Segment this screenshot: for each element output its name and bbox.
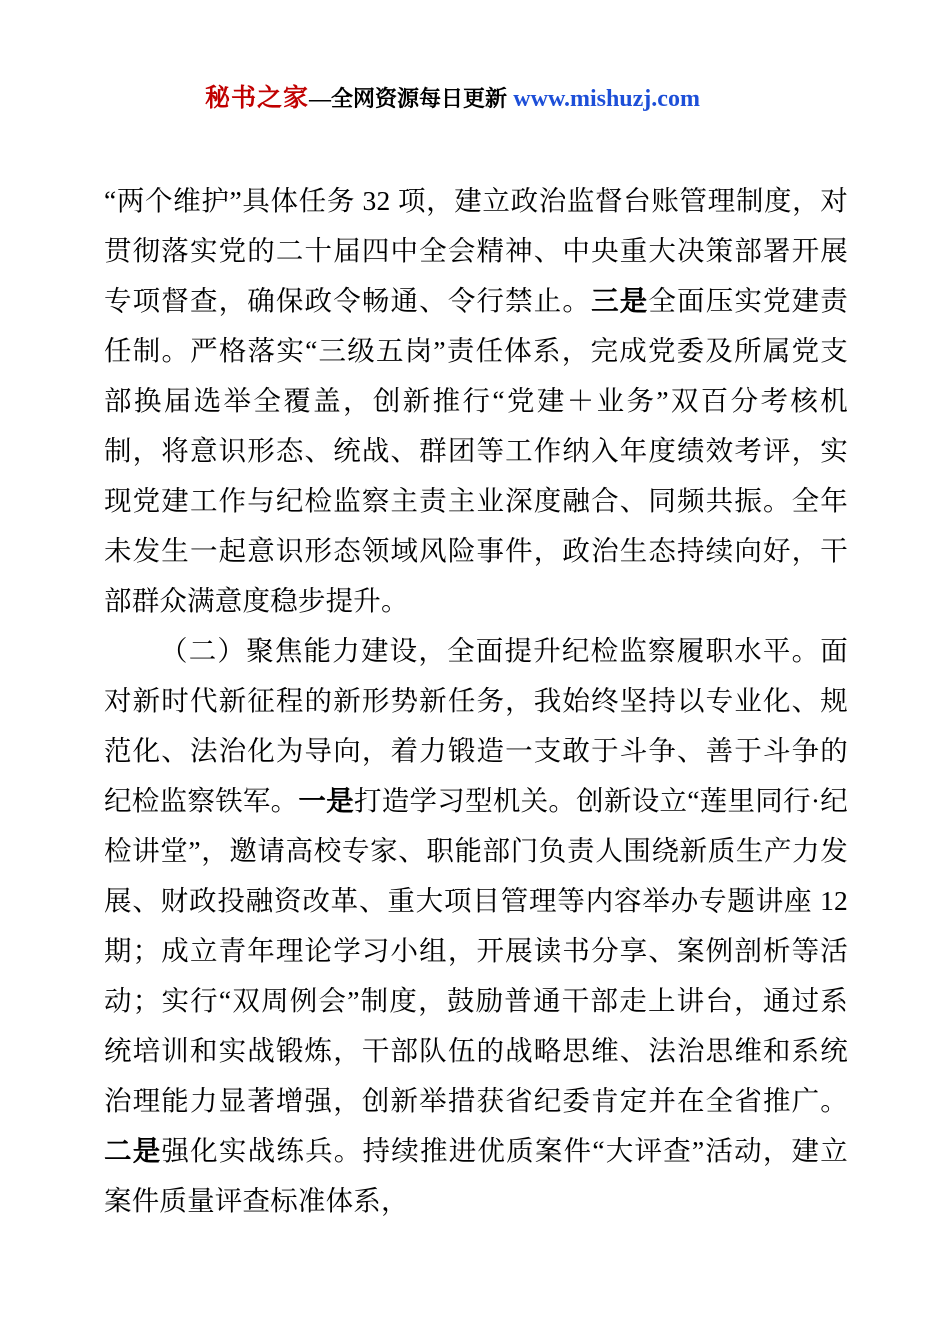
text-run-5: 强化实战练兵。持续推进优质案件“大评查”活动，建立案件质量评查标准体系， <box>104 1135 848 1216</box>
site-brand-name: 秘书之家 <box>205 85 310 112</box>
text-run-1: “两个维护”具体任务 32 项，建立政治监督台账管理制度，对贯彻落实党的二十届四中全会精神、中央重大决策部署开展专项督查，确保政令畅通、令行禁止。 <box>104 185 848 316</box>
text-run-1: （二）聚焦能力建设，全面提升纪检监察履职水平。面对新时代新征程的新形势新任务，我始终坚持以专业化、规范化、法治化为导向，着力锻造一支敢于斗争、善于斗争的纪检监察铁军。 <box>104 635 848 816</box>
text-run-2: 三是 <box>591 285 649 316</box>
document-body <box>104 176 848 1226</box>
paragraph-2 <box>104 626 848 1226</box>
text-run-2: 一是 <box>298 785 354 816</box>
paragraph-1 <box>104 176 848 626</box>
site-url[interactable]: www.mishuzj.com <box>513 86 700 112</box>
text-run-3: 全面压实党建责任制。严格落实“三级五岗”责任体系，完成党委及所属党支部换届选举全覆盖，创新推行“党建＋业务”双百分考核机制，将意识形态、统战、群团等工作纳入年度绩效考评，实现党建工作与纪检监察主责主业深度融合、同频共振。全年未发生一起意识形态领域风险事件，政治生态持续向好，干部群众满意度稳步提升。 <box>104 285 848 616</box>
text-run-4: 二是 <box>104 1135 162 1166</box>
site-tagline: —全网资源每日更新 <box>309 86 508 111</box>
site-watermark-header <box>205 84 825 114</box>
text-run-3: 打造学习型机关。创新设立“莲里同行·纪检讲堂”，邀请高校专家、职能部门负责人围绕新质生产力发展、财政投融资改革、重大项目管理等内容举办专题讲座 12 期；成立青年理论学习小组，开展读书分享、案例剖析等活动；实行“双周例会”制度，鼓励普通干部走上讲台，通过系统培训和实战锻炼，干部队伍的战略思维、法治思维和系统治理能力显著增强，创新举措获省纪委肯定并在全省推广。 <box>104 785 848 1116</box>
